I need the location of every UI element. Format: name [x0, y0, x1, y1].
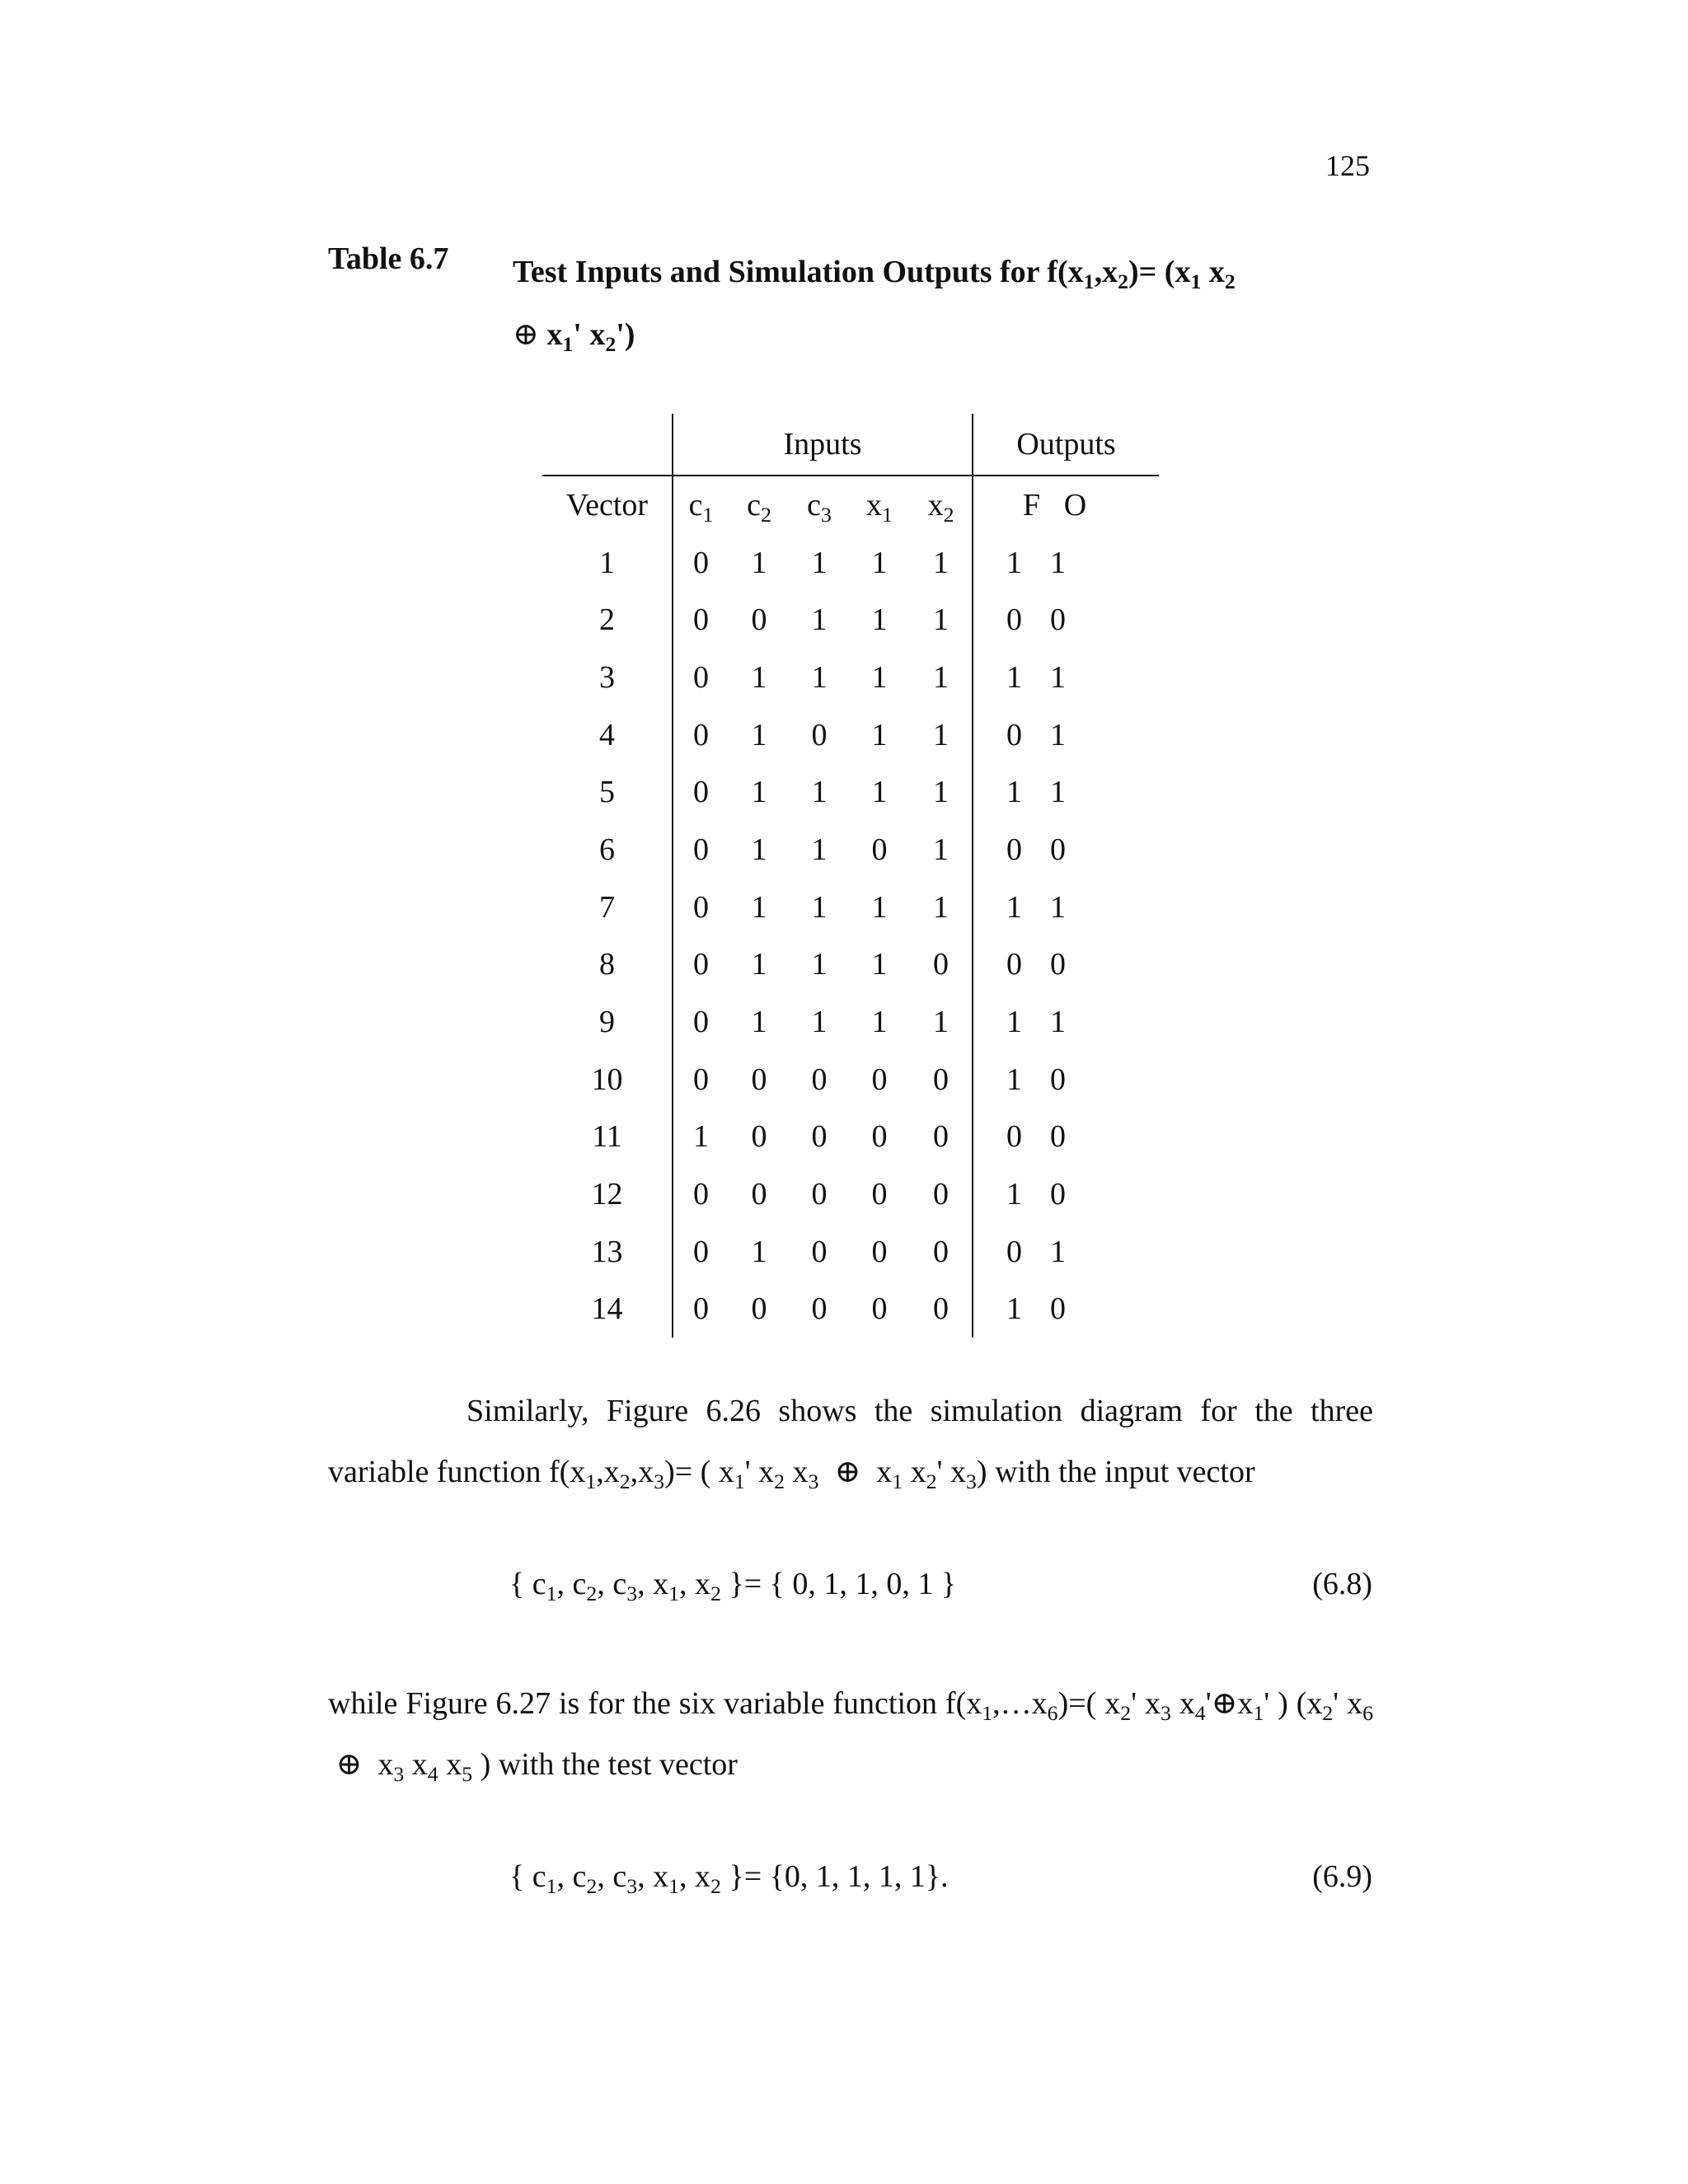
- table-cell: 3: [542, 649, 673, 706]
- table-cell: 12: [542, 1165, 673, 1223]
- table-row: [542, 591, 1159, 649]
- table-cell: 1: [751, 545, 767, 580]
- table-row: [542, 649, 1159, 706]
- table-caption-title: Test Inputs and Simulation Outputs for $f(x_1,x_2)= (x_1$ $x_2$ ⊕ $x_1'$ $x_2'$): [513, 255, 1236, 356]
- table-cell: 1: [811, 832, 828, 867]
- table-cell: 0: [1050, 1177, 1067, 1212]
- fo-header: [973, 476, 1159, 534]
- table-cell: 1: [973, 649, 1029, 706]
- table-cell: 0: [1050, 832, 1067, 867]
- simulation-table: [542, 414, 1159, 1338]
- page-number: 125: [1325, 149, 1370, 182]
- table-cell: 1: [933, 832, 950, 867]
- table-row: [542, 534, 1159, 592]
- table-cell: 0: [933, 1291, 950, 1327]
- table-row: [542, 821, 1159, 879]
- table-cell: 2: [542, 591, 673, 649]
- x2-header: $x_2$: [927, 487, 954, 527]
- table-cell: 0: [811, 1119, 828, 1155]
- table-cell: 1: [811, 545, 828, 580]
- table-cell: 1: [542, 534, 673, 592]
- table-cell: 0: [693, 947, 709, 982]
- table-cell: 0: [693, 1291, 709, 1327]
- table-cell: 4: [542, 706, 673, 764]
- table-row: [542, 1165, 1159, 1223]
- table-cell: 0: [871, 1177, 888, 1212]
- table-cell: 1: [811, 947, 828, 982]
- table-cell: 1: [811, 889, 828, 925]
- table-cell: 1: [871, 545, 888, 580]
- table-cell: 0: [811, 1234, 828, 1269]
- table-cell: 0: [973, 1108, 1029, 1166]
- table-cell: 1: [973, 534, 1029, 592]
- outputs-header: Outputs: [973, 414, 1159, 476]
- table-cell: 0: [933, 1177, 950, 1212]
- table-caption-label: Table 6.7: [328, 241, 449, 276]
- table-cell: 1: [933, 775, 950, 810]
- table-cell: 0: [871, 1062, 888, 1097]
- vector-header: Vector: [542, 476, 673, 534]
- table-cell: 1: [973, 1281, 1029, 1338]
- table-cell: 0: [871, 1119, 888, 1155]
- table-row: [542, 879, 1159, 936]
- table-cell: 1: [1050, 717, 1067, 752]
- group-header-row: [542, 414, 1159, 476]
- table-cell: 0: [973, 591, 1029, 649]
- table-cell: 0: [751, 602, 767, 638]
- table-cell: 0: [811, 1177, 828, 1212]
- table-cell: 1: [871, 659, 888, 695]
- table-cell: 0: [811, 1291, 828, 1327]
- table-cell: 0: [871, 1291, 888, 1327]
- table-cell: 0: [751, 1291, 767, 1327]
- paragraph-1-end: ) with the input vector: [976, 1455, 1255, 1489]
- table-cell: 1: [751, 889, 767, 925]
- paragraph-2-start: while Figure 6.27 is for the six variable function f(x: [328, 1686, 982, 1721]
- table-cell: 0: [693, 602, 709, 638]
- caption-title-end: '): [616, 317, 635, 352]
- table-cell: 1: [1050, 659, 1067, 695]
- table-cell: 1: [871, 717, 888, 752]
- table-cell: 1: [811, 775, 828, 810]
- table-cell: 1: [1050, 1005, 1067, 1040]
- table-cell: 1: [751, 832, 767, 867]
- table-cell: 0: [693, 1005, 709, 1040]
- table-row: [542, 1281, 1159, 1338]
- table-cell: 6: [542, 821, 673, 879]
- table-cell: 1: [933, 602, 950, 638]
- table-cell: 1: [751, 947, 767, 982]
- equation-6-9-rhs: }= {0, 1, 1, 1, 1}.: [729, 1859, 949, 1894]
- equation-6-8-number: (6.8): [1312, 1567, 1372, 1601]
- table-cell: 0: [693, 1234, 709, 1269]
- paragraph-1-start: Similarly, Figure 6.26 shows the simulation diagram for the three variable function f(x: [328, 1394, 1373, 1489]
- table-cell: 0: [973, 821, 1029, 879]
- equation-6-9: { $c_1$, $c_2$, $c_3$, $x_1$, $x_2$ }= {0, 1, 1, 1, 1}.: [509, 1859, 949, 1898]
- f-header: F: [1023, 487, 1041, 523]
- table-cell: 1: [871, 947, 888, 982]
- table-row: [542, 706, 1159, 764]
- table-cell: 1: [751, 1234, 767, 1269]
- table-cell: 0: [933, 947, 950, 982]
- table-cell: 1: [871, 602, 888, 638]
- table-cell: 1: [973, 1051, 1029, 1108]
- table-row: [542, 763, 1159, 821]
- table-cell: 0: [1050, 1119, 1067, 1155]
- c3-header: $c_3$: [807, 487, 832, 527]
- table-cell: 1: [871, 889, 888, 925]
- table-cell: 1: [973, 763, 1029, 821]
- table-cell: 0: [811, 1062, 828, 1097]
- table-cell: 1: [973, 1165, 1029, 1223]
- equation-6-9-number: (6.9): [1312, 1859, 1372, 1894]
- table-cell: 0: [693, 659, 709, 695]
- table-cell: 1: [933, 1005, 950, 1040]
- table-cell: 0: [973, 1223, 1029, 1281]
- table-cell: 0: [933, 1062, 950, 1097]
- table-cell: 1: [693, 1119, 709, 1155]
- table-cell: 1: [751, 1005, 767, 1040]
- x1-header: $x_1$: [866, 487, 893, 527]
- table-cell: 1: [933, 889, 950, 925]
- c2-header: $c_2$: [747, 487, 771, 527]
- table-cell: 0: [693, 832, 709, 867]
- table-cell: 0: [933, 1234, 950, 1269]
- table-cell: 0: [751, 1177, 767, 1212]
- table-cell: 14: [542, 1281, 673, 1338]
- equation-6-8-rhs: }= { 0, 1, 1, 0, 1 }: [729, 1567, 957, 1601]
- equation-6-8: { $c_1$, $c_2$, $c_3$, $x_1$, $x_2$ }= { 0, 1, 1, 0, 1 }: [509, 1567, 957, 1605]
- table-cell: 5: [542, 763, 673, 821]
- table-cell: 0: [871, 1234, 888, 1269]
- caption-title-text: Test Inputs and Simulation Outputs for f(x: [513, 255, 1084, 289]
- table-cell: 1: [1050, 889, 1067, 925]
- table-cell: 0: [933, 1119, 950, 1155]
- table-cell: 1: [973, 993, 1029, 1051]
- table-cell: 0: [811, 717, 828, 752]
- table-cell: 0: [693, 775, 709, 810]
- table-cell: 1: [751, 717, 767, 752]
- paragraph-1: Similarly, Figure 6.26 shows the simulation diagram for the three variable function $f(x_1,x_2,x_3)=$ ( $x_1'$ $x_2$ $x_3$ ⊕ $x_1$ $x_2'$ $x_3$) with the input vector: [328, 1394, 1373, 1493]
- table-cell: 1: [1050, 545, 1067, 580]
- paragraph-2-end: ) with the test vector: [480, 1747, 738, 1782]
- table-cell: 0: [693, 889, 709, 925]
- table-cell: 1: [751, 775, 767, 810]
- table-cell: 1: [871, 1005, 888, 1040]
- column-header-row: [542, 476, 1159, 534]
- table-cell: 1: [751, 659, 767, 695]
- table-cell: 1: [973, 879, 1029, 936]
- inputs-header: Inputs: [673, 414, 973, 476]
- table-cell: 13: [542, 1223, 673, 1281]
- table-cell: 0: [751, 1062, 767, 1097]
- table-cell: 11: [542, 1108, 673, 1166]
- table-cell: 1: [933, 545, 950, 580]
- table-cell: 1: [811, 659, 828, 695]
- table-cell: 0: [751, 1119, 767, 1155]
- table-cell: 1: [871, 775, 888, 810]
- table-cell: 0: [693, 1062, 709, 1097]
- table-cell: 9: [542, 993, 673, 1051]
- table-cell: 0: [1050, 602, 1067, 638]
- o-header: O: [1063, 487, 1087, 523]
- table-cell: 0: [1050, 1291, 1067, 1327]
- table-cell: 0: [693, 1177, 709, 1212]
- table-cell: 10: [542, 1051, 673, 1108]
- table-row: [542, 1223, 1159, 1281]
- table-cell: 1: [811, 1005, 828, 1040]
- table-cell: 7: [542, 879, 673, 936]
- table-cell: 0: [1050, 1062, 1067, 1097]
- table-cell: 1: [1050, 1234, 1067, 1269]
- table-cell: 1: [933, 717, 950, 752]
- table-cell: 0: [693, 545, 709, 580]
- table-row: [542, 993, 1159, 1051]
- table-cell: 8: [542, 936, 673, 994]
- table-cell: 0: [693, 717, 709, 752]
- table-cell: 1: [1050, 775, 1067, 810]
- blank-header-cell: [542, 414, 673, 476]
- table-cell: 0: [1050, 947, 1067, 982]
- table-cell: 1: [811, 602, 828, 638]
- table-cell: 0: [973, 936, 1029, 994]
- table-row: [542, 936, 1159, 994]
- table-cell: 1: [933, 659, 950, 695]
- c1-header: $c_1$: [688, 487, 714, 527]
- table-row: [542, 1108, 1159, 1166]
- table-cell: 0: [973, 706, 1029, 764]
- table-row: [542, 1051, 1159, 1108]
- paragraph-2: while Figure 6.27 is for the six variable function $f(x_1,\dots x_6)=$( $x_2'$ $x_3$ $x_4'\oplus x_1'$ ) ($x_2'$ $x_6$ ⊕ $x_3$ $x_4$ $x_5$ ) with the test vector: [328, 1686, 1373, 1786]
- table-cell: 0: [871, 832, 888, 867]
